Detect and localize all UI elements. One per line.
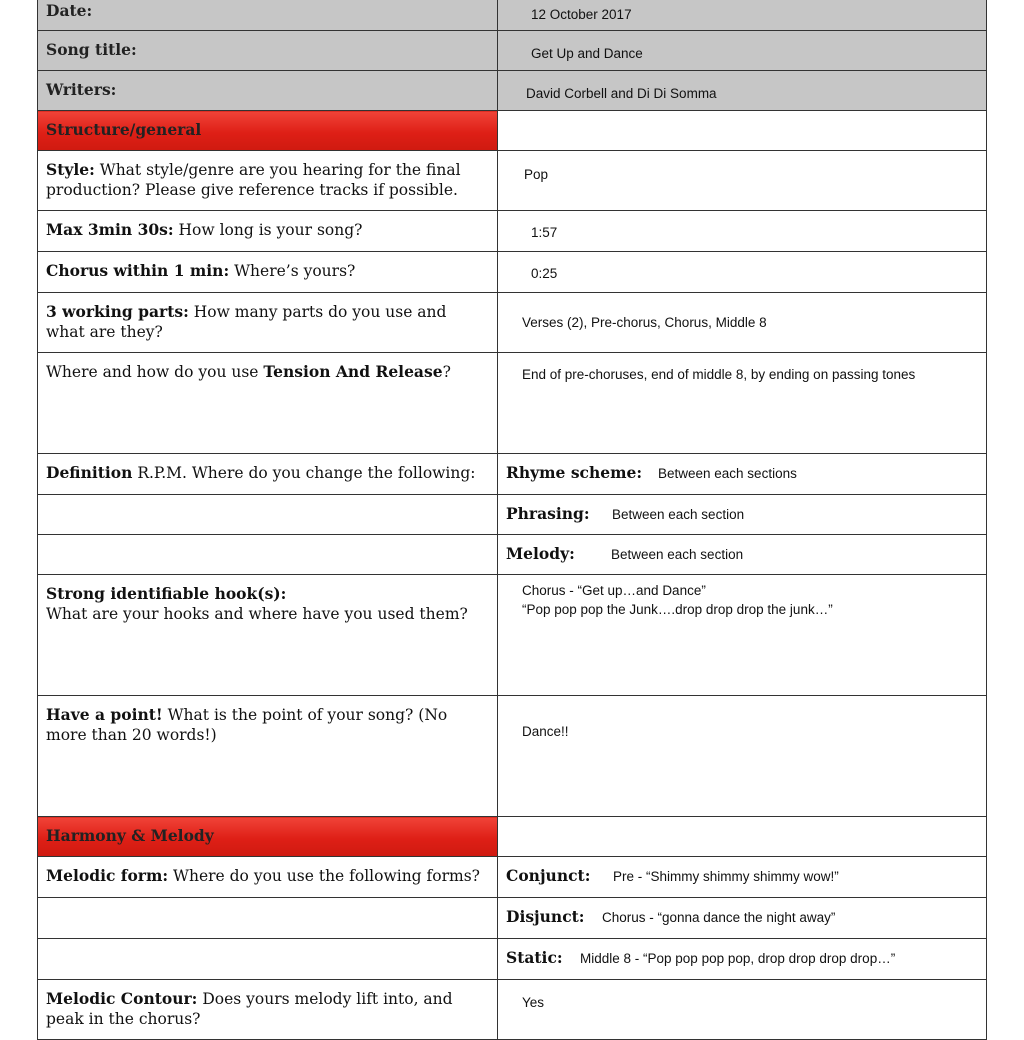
contour-row [38, 980, 987, 1040]
point-row [38, 696, 987, 817]
length-answer: 1:57 [531, 225, 558, 240]
structure-section-row [38, 111, 987, 151]
contour-question-text: Does yours melody lift into, and peak in the chorus? [46, 990, 453, 1028]
hooks-question-label: Strong identifiable hook(s): [46, 584, 287, 603]
hooks-answer-line-1: Chorus - “Get up…and Dance” [522, 583, 706, 598]
point-question-text: What is the point of your song? (No more than 20 words!) [46, 706, 448, 744]
melody-value: Between each section [611, 547, 744, 562]
contour-answer: Yes [522, 995, 545, 1010]
song-title-label: Song title: [46, 40, 137, 59]
phrasing-row [38, 495, 987, 535]
phrasing-value: Between each section [612, 507, 745, 522]
melodic-form-question-text: Where do you use the following forms? [168, 867, 480, 885]
hooks-row [38, 575, 987, 696]
song-title-row [38, 31, 987, 71]
chorus-answer: 0:25 [531, 266, 558, 281]
length-question-label: Max 3min 30s: [46, 220, 174, 239]
definition-question-label: Definition [46, 463, 133, 482]
chorus-row [38, 252, 987, 293]
phrasing-label: Phrasing: [506, 504, 590, 523]
tension-question-pre: Where and how do you use [46, 363, 264, 381]
melodic-form-question-label: Melodic form: [46, 866, 169, 885]
length-question-text: How long is your song? [173, 221, 363, 239]
parts-question-label: 3 working parts: [46, 302, 189, 321]
style-answer: Pop [524, 167, 549, 182]
disjunct-value: Chorus - “gonna dance the night away” [602, 910, 836, 925]
contour-question-label: Melodic Contour: [46, 989, 198, 1008]
hooks-answer-line-2: “Pop pop pop the Junk….drop drop drop the junk…” [522, 602, 833, 617]
date-value: 12 October 2017 [531, 7, 632, 22]
date-row [38, 0, 987, 31]
length-row [38, 211, 987, 252]
chorus-question-text: Where’s yours? [229, 262, 356, 280]
melodic-form-row [38, 857, 987, 898]
disjunct-row [38, 898, 987, 939]
writers-row [38, 71, 987, 111]
writers-value: David Corbell and Di Di Somma [526, 86, 717, 101]
style-question-text: What style/genre are you hearing for the final production? Please give reference tracks if possible. [46, 161, 461, 199]
style-question-label: Style: [46, 160, 95, 179]
definition-question-text: R.P.M. Where do you change the following: [132, 464, 476, 482]
harmony-section-title: Harmony & Melody [46, 826, 214, 845]
point-question-label: Have a point! [46, 705, 163, 724]
chorus-question-label: Chorus within 1 min: [46, 261, 230, 280]
tension-question-post: ? [442, 363, 451, 381]
song-title-value: Get Up and Dance [531, 46, 643, 61]
structure-section-title: Structure/general [46, 120, 202, 139]
tension-question-label: Tension And Release [263, 362, 443, 381]
static-row [38, 939, 987, 980]
tension-row [38, 353, 987, 454]
parts-question-text: How many parts do you use and what are they? [46, 303, 447, 341]
conjunct-label: Conjunct: [506, 866, 591, 885]
parts-row [38, 293, 987, 353]
definition-row [38, 454, 987, 495]
song-evaluation-form [37, 0, 986, 1040]
rhyme-scheme-label: Rhyme scheme: [506, 463, 643, 482]
conjunct-value: Pre - “Shimmy shimmy shimmy wow!” [613, 869, 839, 884]
style-row [38, 151, 987, 211]
writers-label: Writers: [46, 80, 117, 99]
form-table [37, 0, 987, 1040]
melody-row [38, 535, 987, 575]
rhyme-scheme-value: Between each sections [658, 466, 797, 481]
harmony-section-row [38, 817, 987, 857]
tension-answer: End of pre-choruses, end of middle 8, by ending on passing tones [522, 367, 916, 382]
hooks-question-text: What are your hooks and where have you used them? [46, 605, 468, 623]
point-answer: Dance!! [522, 724, 569, 739]
parts-answer: Verses (2), Pre-chorus, Chorus, Middle 8 [522, 315, 767, 330]
date-label: Date: [46, 1, 93, 20]
static-label: Static: [506, 948, 563, 967]
melody-label: Melody: [506, 544, 575, 563]
static-value: Middle 8 - “Pop pop pop pop, drop drop drop drop…” [580, 951, 896, 966]
disjunct-label: Disjunct: [506, 907, 585, 926]
